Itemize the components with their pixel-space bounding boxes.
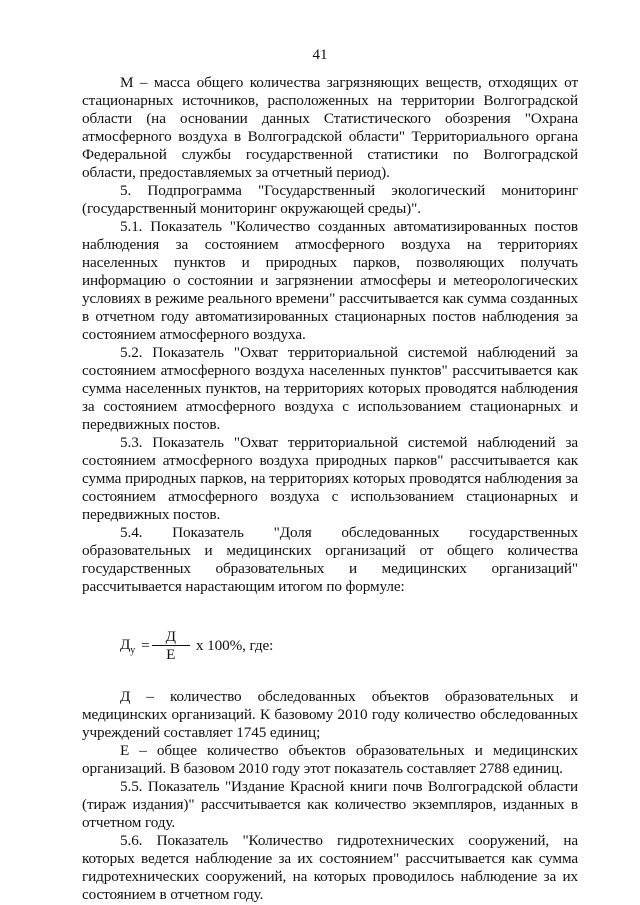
paragraph-subprogram-5: 5. Подпрограмма "Государственный экологический мониторинг (государственный мониторинг окружающей среды)". xyxy=(82,182,578,217)
definition-d: Д – количество обследованных объектов образовательных и медицинских организаций. К базовому 2010 году количество обследованных учреждений составляет 1745 единиц; xyxy=(82,688,578,741)
formula-equals: = xyxy=(141,637,150,654)
formula-numerator: Д xyxy=(152,628,190,646)
formula-lhs-letter: Д xyxy=(120,636,131,653)
paragraph-indicator-5-3: 5.3. Показатель "Охват территориальной системой наблюдений за состоянием атмосферного воздуха природных парков" рассчитывается как сумма природных парков, на территориях которых проводятся наблюдения за состоянием атмосферного воздуха с использованием стационарных и передвижных постов. xyxy=(82,434,578,523)
formula-lhs-subscript: у xyxy=(130,645,136,656)
paragraph-indicator-5-6: 5.6. Показатель "Количество гидротехнических сооружений, на которых ведется наблюдение за их состоянием" рассчитывается как сумма гидротехнических сооружений, на которых проводилось наблюдение за их состоянием в отчетном году. xyxy=(82,832,578,903)
formula xyxy=(120,626,578,666)
definition-e: Е – общее количество объектов образовательных и медицинских организаций. В базовом 2010 году этот показатель составляет 2788 единиц. xyxy=(82,742,578,777)
paragraph-indicator-5-2: 5.2. Показатель "Охват территориальной системой наблюдений за состоянием атмосферного воздуха населенных пунктов" рассчитывается как сумма населенных пунктов, на территориях которых проводятся наблюдения за состоянием атмосферного воздуха с использованием стационарных и передвижных постов. xyxy=(82,344,578,433)
formula-lhs xyxy=(120,636,135,656)
paragraph-indicator-5-1: 5.1. Показатель "Количество созданных автоматизированных постов наблюдения за состоянием атмосферного воздуха на территориях населенных пунктов и природных парков, позволяющих получать информацию о состоянии и загрязнении атмосферы и метеорологических условиях в режиме реального времени" рассчитывается как сумма созданных в отчетном году автоматизированных стационарных постов наблюдения за состоянием атмосферного воздуха. xyxy=(82,218,578,343)
formula-denominator: Е xyxy=(166,646,176,663)
paragraph-indicator-5-4: 5.4. Показатель "Доля обследованных государственных образовательных и медицинских организаций от общего количества государственных образовательных и медицинских организаций" рассчитывается нарастающим итогом по формуле: xyxy=(82,524,578,595)
paragraph-indicator-5-5: 5.5. Показатель "Издание Красной книги почв Волгоградской области (тираж издания)" рассчитывается как количество экземпляров, изданных в отчетном году. xyxy=(82,778,578,831)
formula-tail: х 100%, где: xyxy=(195,637,274,654)
page-number: 41 xyxy=(312,47,328,63)
paragraph-mass-definition: М – масса общего количества загрязняющих веществ, отходящих от стационарных источников, расположенных на территории Волгоградской области (на основании данных Статистического обозрения "Охрана атмосферного воздуха в Волгоградской области" Территориального органа Федеральной службы государственной статистики по Волгоградской области, предоставляемых за отчетный период). xyxy=(82,74,578,181)
document-body xyxy=(82,74,578,904)
formula-fraction xyxy=(152,628,190,664)
